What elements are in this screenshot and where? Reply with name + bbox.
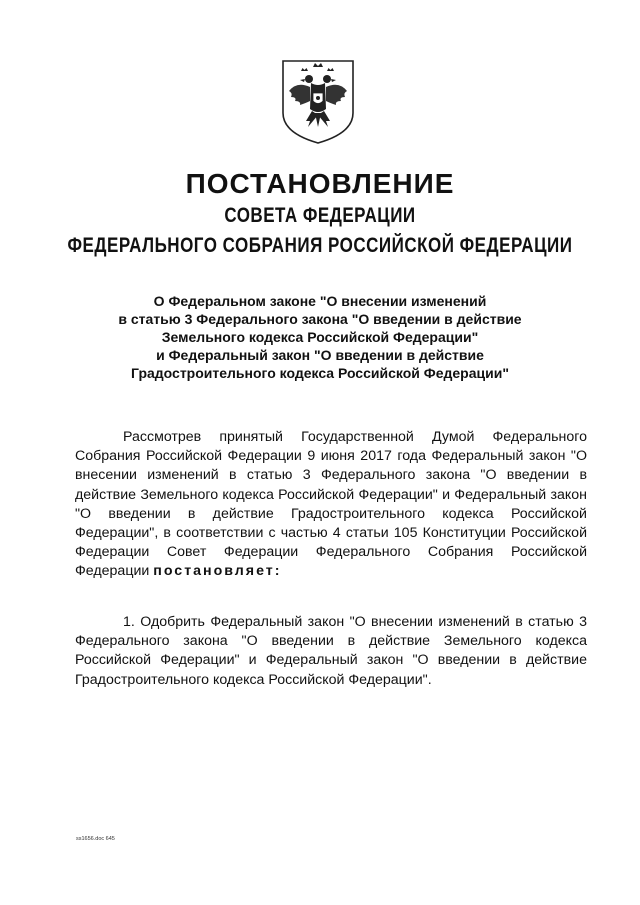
issuer-line-2: ФЕДЕРАЛЬНОГО СОБРАНИЯ РОССИЙСКОЙ ФЕДЕРАЦИИ — [67, 233, 573, 257]
resolution-item-text: 1. Одобрить Федеральный закон "О внесении изменений в статью 3 Федерального закона "О введении в действие Земельного кодекса Российской Федерации" и Федеральный закон "О введении в действие Градостроительного кодекса Российской Федерации". — [75, 614, 587, 688]
subject-line: и Федеральный закон "О введении в действие — [156, 347, 484, 363]
resolution-item-1 — [75, 613, 587, 690]
subject-line: в статью 3 Федерального закона "О введении в действие — [118, 311, 522, 327]
resolution-keyword: постановляет: — [153, 563, 282, 580]
preamble-text: Рассмотрев принятый Государственной Думой Федерального Собрания Российской Федерации 9 июня 2017 года Федеральный закон "О внесении изменений в статью 3 Федерального закона "О введении в действие Земельного кодекса Российской Федерации" и Федеральный закон "О введении в действие Градостроительного кодекса Российской Федерации", в соответствии с частью 4 статьи 105 Конституции Российской Федерации Совет Федерации Федерального Собрания Российской Федерации — [75, 429, 587, 580]
subject-line: Градостроительного кодекса Российской Федерации" — [131, 365, 509, 381]
file-code: ss1656.doc 645 — [76, 836, 115, 842]
document-type-title: ПОСТАНОВЛЕНИЕ — [185, 168, 455, 199]
document-subject — [70, 292, 570, 382]
preamble-paragraph — [75, 428, 587, 582]
state-emblem-icon — [279, 57, 357, 145]
subject-line: Земельного кодекса Российской Федерации" — [161, 329, 479, 345]
issuer-line-1: СОВЕТА ФЕДЕРАЦИИ — [224, 203, 416, 227]
subject-line: О Федеральном законе "О внесении изменений — [153, 293, 487, 309]
